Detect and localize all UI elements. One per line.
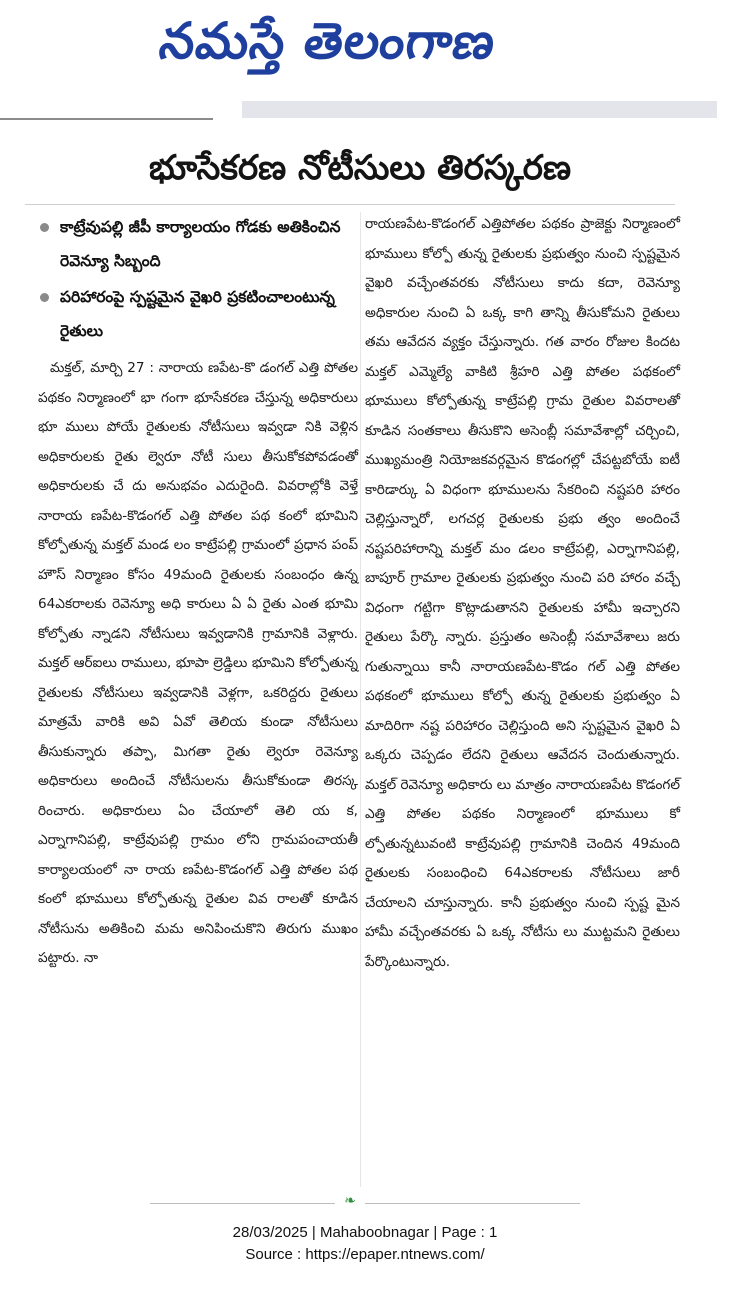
masthead-rule-right xyxy=(242,101,717,118)
article-end-rule xyxy=(150,1203,580,1204)
newspaper-logo: నమస్తే తెలంగాణ xyxy=(155,12,500,70)
bullet-text: పరిహారంపై స్పష్టమైన వైఖరి ప్రకటించాలంటున్న రైతులు xyxy=(60,288,335,340)
bullet-dot-icon xyxy=(40,223,49,232)
headline-divider xyxy=(25,204,675,205)
article-column-right xyxy=(365,210,680,977)
article-headline: భూసేకరణ నోటీసులు తిరస్కరణ xyxy=(148,148,572,188)
bullet-dot-icon xyxy=(40,293,49,302)
bullet-text: కాట్రేవుపల్లి జీపీ కార్యాలయం గోడకు అతికించిన రెవెన్యూ సిబ్బంది xyxy=(60,218,341,270)
footer-source: Source : https://epaper.ntnews.com/ xyxy=(245,1246,485,1263)
footer-date-edition: 28/03/2025 | Mahaboobnagar | Page : 1 xyxy=(232,1224,498,1241)
masthead xyxy=(0,0,730,110)
article-body-left: మక్తల్, మార్చి 27 : నారాయ ణపేట-కొ డంగల్ ఎత్తి పోతల పథకం నిర్మాణంలో భా గంగా భూసేకరణ చేస్తున్న అధికారులు భూ ములు పోయే రైతులకు నోటీసులు ఇవ్వడా నికి వెళ్లిన అధికారులకు రైతు ల్వెరూ నోటీ సులు తీసుకోకపోవడంతో అధికారులకు చే దు అనుభవం ఎదురైంది. వివరాల్లోకి వెళ్తే నారాయ ణపేట-కొడంగల్ ఎత్తి పోతల పథ కంలో భూమిని కోల్పోతున్న మక్తల్ మండ లం కాట్రేపల్లి గ్రామంలో ప్రధాన పంప్ హౌస్ నిర్మాణం కోసం 49మంది రైతులకు సంబంధం ఉన్న 64ఎకరాలకు రెవెన్యూ అధి కారులు ఏ ఏ రైతు ఎంత భూమి కోల్పోతు న్నాడని నోటీసులు ఇవ్వడానికి గ్రామానికి వెళ్లారు. మక్తల్ ఆర్ఐలు రాములు, భూపా ల్రెడ్డిలు భూమిని కోల్పోతున్న రైతులకు నోటీసులు ఇవ్వడానికి వెళ్లగా, ఒకరిద్దరు రైతులు మాత్రమే వారికి అవి ఏవో తెలియ కుండా నోటీసులు తీసుకున్నారు తప్పా, మిగతా రైతు ల్వెరూ రెవెన్యూ అధికారులు అందించే నోటీసులను తీసుకోకుండా తిరస్క రించారు. అధికారులు ఏం చేయాలో తెలి య క, ఎర్నాగానిపల్లి, కాట్రేవుపల్లి గ్రామం లోని గ్రామపంచాయతీ కార్యాలయంలో నా రాయ ణపేట-కొడంగల్ ఎత్తి పోతల పథ కంలో భూములు కోల్పోతున్న రైతుల వివ రాలతో కూడిన నోటీసును అతికించి మమ అనిపించుకొని తిరుగు ముఖం పట్టారు. నా xyxy=(38,360,358,966)
masthead-rule-left xyxy=(0,118,213,120)
highlight-bullet xyxy=(38,280,358,348)
article-end-icon: ❧ xyxy=(335,1192,365,1210)
page-footer xyxy=(0,1222,730,1266)
highlight-bullet xyxy=(38,210,358,278)
column-divider xyxy=(360,212,361,1187)
article-column-left xyxy=(38,210,358,974)
article-body-right: రాయణపేట-కొడంగల్ ఎత్తిపోతల పథకం ప్రాజెక్టు నిర్మాణంలో భూములు కోల్పో తున్న రైతులకు ప్రభుత్వం నుంచి స్పష్టమైన వైఖరి వచ్చేంతవరకు నోటీసులు కాదు కదా, రెవెన్యూ అధికారుల నుంచి ఏ ఒక్క కాగి తాన్ని తీసుకోమని రైతులు తమ ఆవేదన వ్యక్తం చేస్తున్నారు. గత వారం రోజుల కిందట మక్తల్ ఎమ్మెల్యే వాకిటి శ్రీహరి ఎత్తి పోతల పథకంలో భూములు కోల్పోతున్న కాట్రేపల్లి గ్రామ రైతుల వివరాలతో కూడిన సంతకాలు తీసుకొని అసెంబ్లీ సమావేశాల్లో చర్చించి, ముఖ్యమంత్రి నియోజకవర్గమైన కొడంగల్లో చేపట్టబోయే ఐటీ కారిడార్కు ఏ విధంగా భూములను సేకరించి నష్టపరి హారం చెల్లిస్తున్నారో, లగచర్ల రైతులకు ప్రభు త్వం అందించే నష్టపరిహారాన్ని మక్తల్ మం డలం కాట్రేపల్లి, ఎర్నాగానిపల్లి, బాపూర్ గ్రామాల రైతులకు ప్రభుత్వం నుంచి పరి హారం వచ్చే విధంగా గట్టిగా కొట్లాడుతానని రైతులకు హామీ ఇచ్చారని రైతులు పేర్కొ న్నారు. ప్రస్తుతం అసెంబ్లీ సమావేశాలు జరు గుతున్నాయి కానీ నారాయణపేట-కొడం గల్ ఎత్తి పోతల పథకంలో భూములు కోల్పో తున్న రైతులకు ప్రభుత్వం ఏ మాదిరిగా నష్ట పరిహారం చెల్లిస్తుంది అని స్పష్టమైన వైఖరి ఏ ఒక్కరు చెప్పడం లేదని రైతులు ఆవేదన చెందుతున్నారు. మక్తల్ రెవెన్యూ అధికారు లు మాత్రం నారాయణపేట కొడంగల్ ఎత్తి పోతల పథకం నిర్మాణంలో భూములు కో ల్పోతున్నటువంటి కాట్రేవుపల్లి గ్రామానికి చెందిన 49మంది రైతులకు సంబంధించి 64ఎకరాలకు నోటీసులు జారీ చేయాలని చూస్తున్నారు. కానీ ప్రభుత్వం నుంచి స్పష్ట మైన హామీ వచ్చేంతవరకు ఏ ఒక్క నోటీసు లు ముట్టమని రైతులు పేర్కొంటున్నారు. xyxy=(365,216,680,970)
